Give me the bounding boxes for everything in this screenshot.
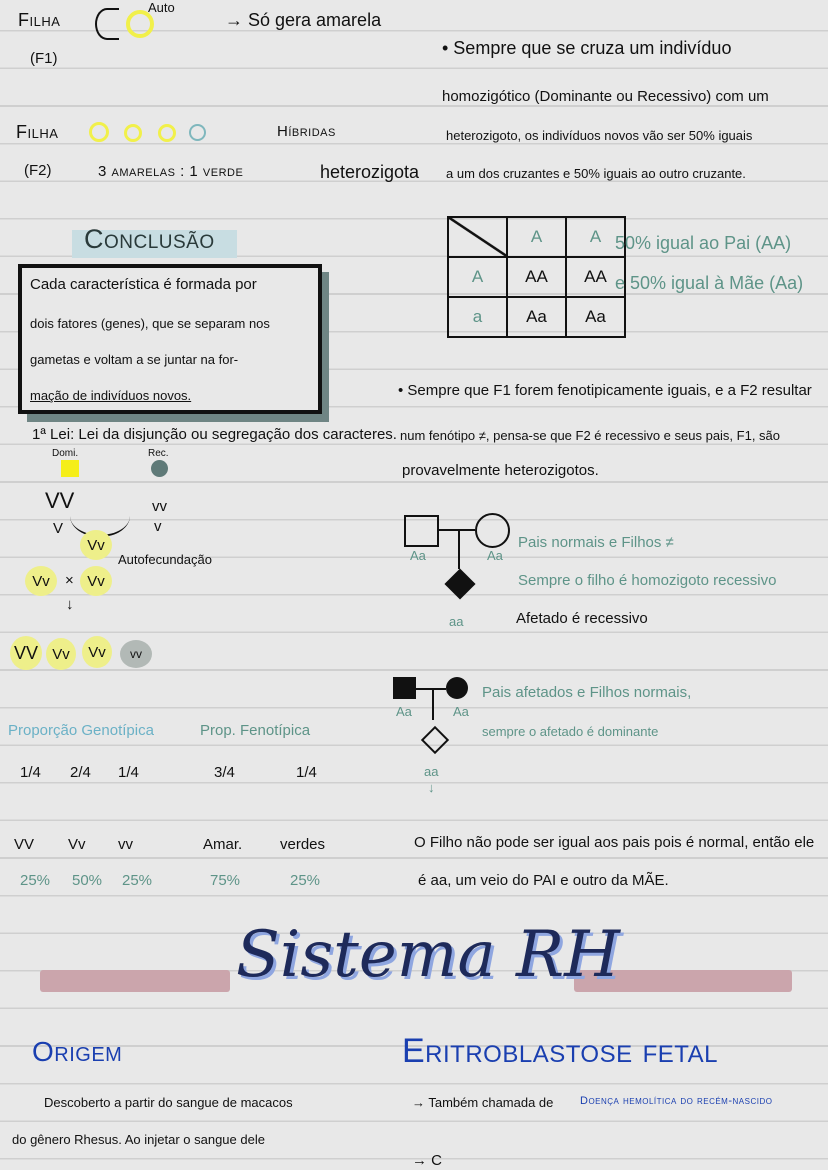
origem-line: Descoberto a partir do sangue de macacos [44,1095,293,1110]
punnett-note: 50% igual ao Pai (AA) [615,233,792,253]
gamete: V [53,520,64,537]
pheno-pct: 25% [290,872,321,889]
eritro-highlight: Doença hemolítica do recém-nascido [580,1095,773,1107]
ped2-conclusion: é aa, um veio do PAI e outro da MÃE. [418,872,669,889]
eritro-line: → Também chamada de [412,1095,554,1110]
normal-child-symbol [421,726,449,754]
punnett-row-header: a [448,297,507,337]
self-cross-icon [95,8,119,40]
f1-genotype: Vv [80,530,112,560]
yellow-pea-icon [89,122,109,142]
recessive-swatch [151,460,168,477]
yellow-pea-icon [158,124,176,142]
geno-fraction: 1/4 [20,764,41,781]
genotype-label: aa [424,764,439,779]
note1-line: homozigótico (Dominante ou Recessivo) com um [442,88,769,105]
pheno-label: verdes [280,836,326,853]
ped1-note: Afetado é recessivo [516,610,648,627]
genotype-label: Aa [487,548,503,563]
eritro-line: → C [412,1152,442,1169]
down-arrow-icon: ↓ [66,596,74,613]
dom-label: Domi. [52,448,79,459]
cross-symbol: × [65,572,74,589]
f2-gen: (F2) [24,162,52,179]
origem-line: do gênero Rhesus. Ao injetar o sangue dele [12,1132,265,1147]
punnett-cell: AA [566,257,625,297]
affected-male-symbol [393,677,416,699]
offspring-genotype: VV [10,636,42,670]
yellow-pea-icon [126,10,154,38]
gamete: v [154,518,162,535]
ped2-note: sempre o afetado é dominante [482,724,659,739]
offspring-genotype: vv [120,640,152,668]
parent-genotype: VV [45,488,75,513]
note1-line: heterozigoto, os indivíduos novos vão ser 50% iguais [446,128,753,143]
conclusion-line: dois fatores (genes), que se separam nos [30,316,270,331]
yellow-pea-icon [124,124,142,142]
note2-line: • Sempre que F1 forem fenotipicamente iguais, e a F2 resultar [398,382,812,399]
geno-label: VV [14,836,35,853]
pheno-pct: 75% [210,872,241,889]
conclusion-line: gametas e voltam a se juntar na for- [30,352,239,367]
section-title: Sistema RH [236,918,620,992]
ped1-note: Pais normais e Filhos ≠ [518,534,674,551]
f2-ratio: 3 amarelas : 1 verde [98,163,244,180]
down-arrow-icon: ↓ [428,780,435,795]
conclusion-box [18,264,322,414]
female-symbol [475,513,510,548]
pheno-fraction: 3/4 [214,764,235,781]
genotype-label: Aa [410,548,426,563]
auto-label: Auto [148,0,175,15]
geno-fraction: 2/4 [70,764,91,781]
genotype-label: aa [449,614,464,629]
geno-title: Proporção Genotípica [8,722,154,739]
punnett-header: A [566,217,625,257]
punnett-cell: Aa [566,297,625,337]
parent-genotype: vv [152,498,167,515]
geno-label: vv [118,836,133,853]
conclusion-title: Conclusão [84,224,215,254]
note1-line: • Sempre que se cruza um indivíduo [442,38,732,58]
rec-label: Rec. [148,448,169,459]
f1-label: Filha [18,10,61,30]
ped2-note: Pais afetados e Filhos normais, [482,684,692,701]
punnett-cell: Aa [507,297,566,337]
punnett-cell: AA [507,257,566,297]
geno-pct: 25% [122,872,153,889]
first-law: 1ª Lei: Lei da disjunção ou segregação dos caracteres. [32,426,397,443]
male-symbol [404,515,439,547]
punnett-square [447,216,626,338]
genotype-label: Aa [396,704,412,719]
conclusion-line: mação de indivíduos novos. [30,388,192,403]
genotype-label: Aa [453,704,469,719]
punnett-note: e 50% igual à Mãe (Aa) [615,273,804,293]
geno-fraction: 1/4 [118,764,139,781]
pheno-title: Prop. Fenotípica [200,722,311,739]
f2-label: Filha [16,122,59,142]
punnett-corner [448,217,507,257]
autofecundation-label: Autofecundação [118,552,212,567]
geno-label: Vv [68,836,86,853]
cross-genotype: Vv [80,566,112,596]
note1-line: a um dos cruzantes e 50% iguais ao outro cruzante. [446,166,746,181]
punnett-header: A [507,217,566,257]
eritro-title: Eritroblastose fetal [402,1032,718,1070]
pheno-fraction: 1/4 [296,764,317,781]
pheno-label: Amar. [203,836,243,853]
ped1-note: Sempre o filho é homozigoto recessivo [518,572,777,589]
geno-pct: 25% [20,872,51,889]
affected-child-symbol [444,568,475,599]
hetero-label: heterozigota [320,162,420,182]
ped2-conclusion: O Filho não pode ser igual aos pais pois é normal, então ele [414,834,815,851]
geno-pct: 50% [72,872,103,889]
offspring-genotype: Vv [82,636,112,668]
offspring-genotype: Vv [46,638,76,670]
f1-note: → Só gera amarela [225,10,382,30]
hybrid-label: Híbridas [277,123,336,140]
origem-title: Origem [32,1036,123,1067]
affected-female-symbol [446,677,468,699]
conclusion-line: Cada característica é formada por [30,276,257,293]
green-pea-icon [189,124,206,141]
punnett-row-header: A [448,257,507,297]
dominant-swatch [61,460,79,477]
note2-line: provavelmente heterozigotos. [402,462,599,479]
cross-genotype: Vv [25,566,57,596]
f1-gen: (F1) [30,50,58,67]
note2-line: num fenótipo ≠, pensa-se que F2 é recessivo e seus pais, F1, são [400,428,781,443]
